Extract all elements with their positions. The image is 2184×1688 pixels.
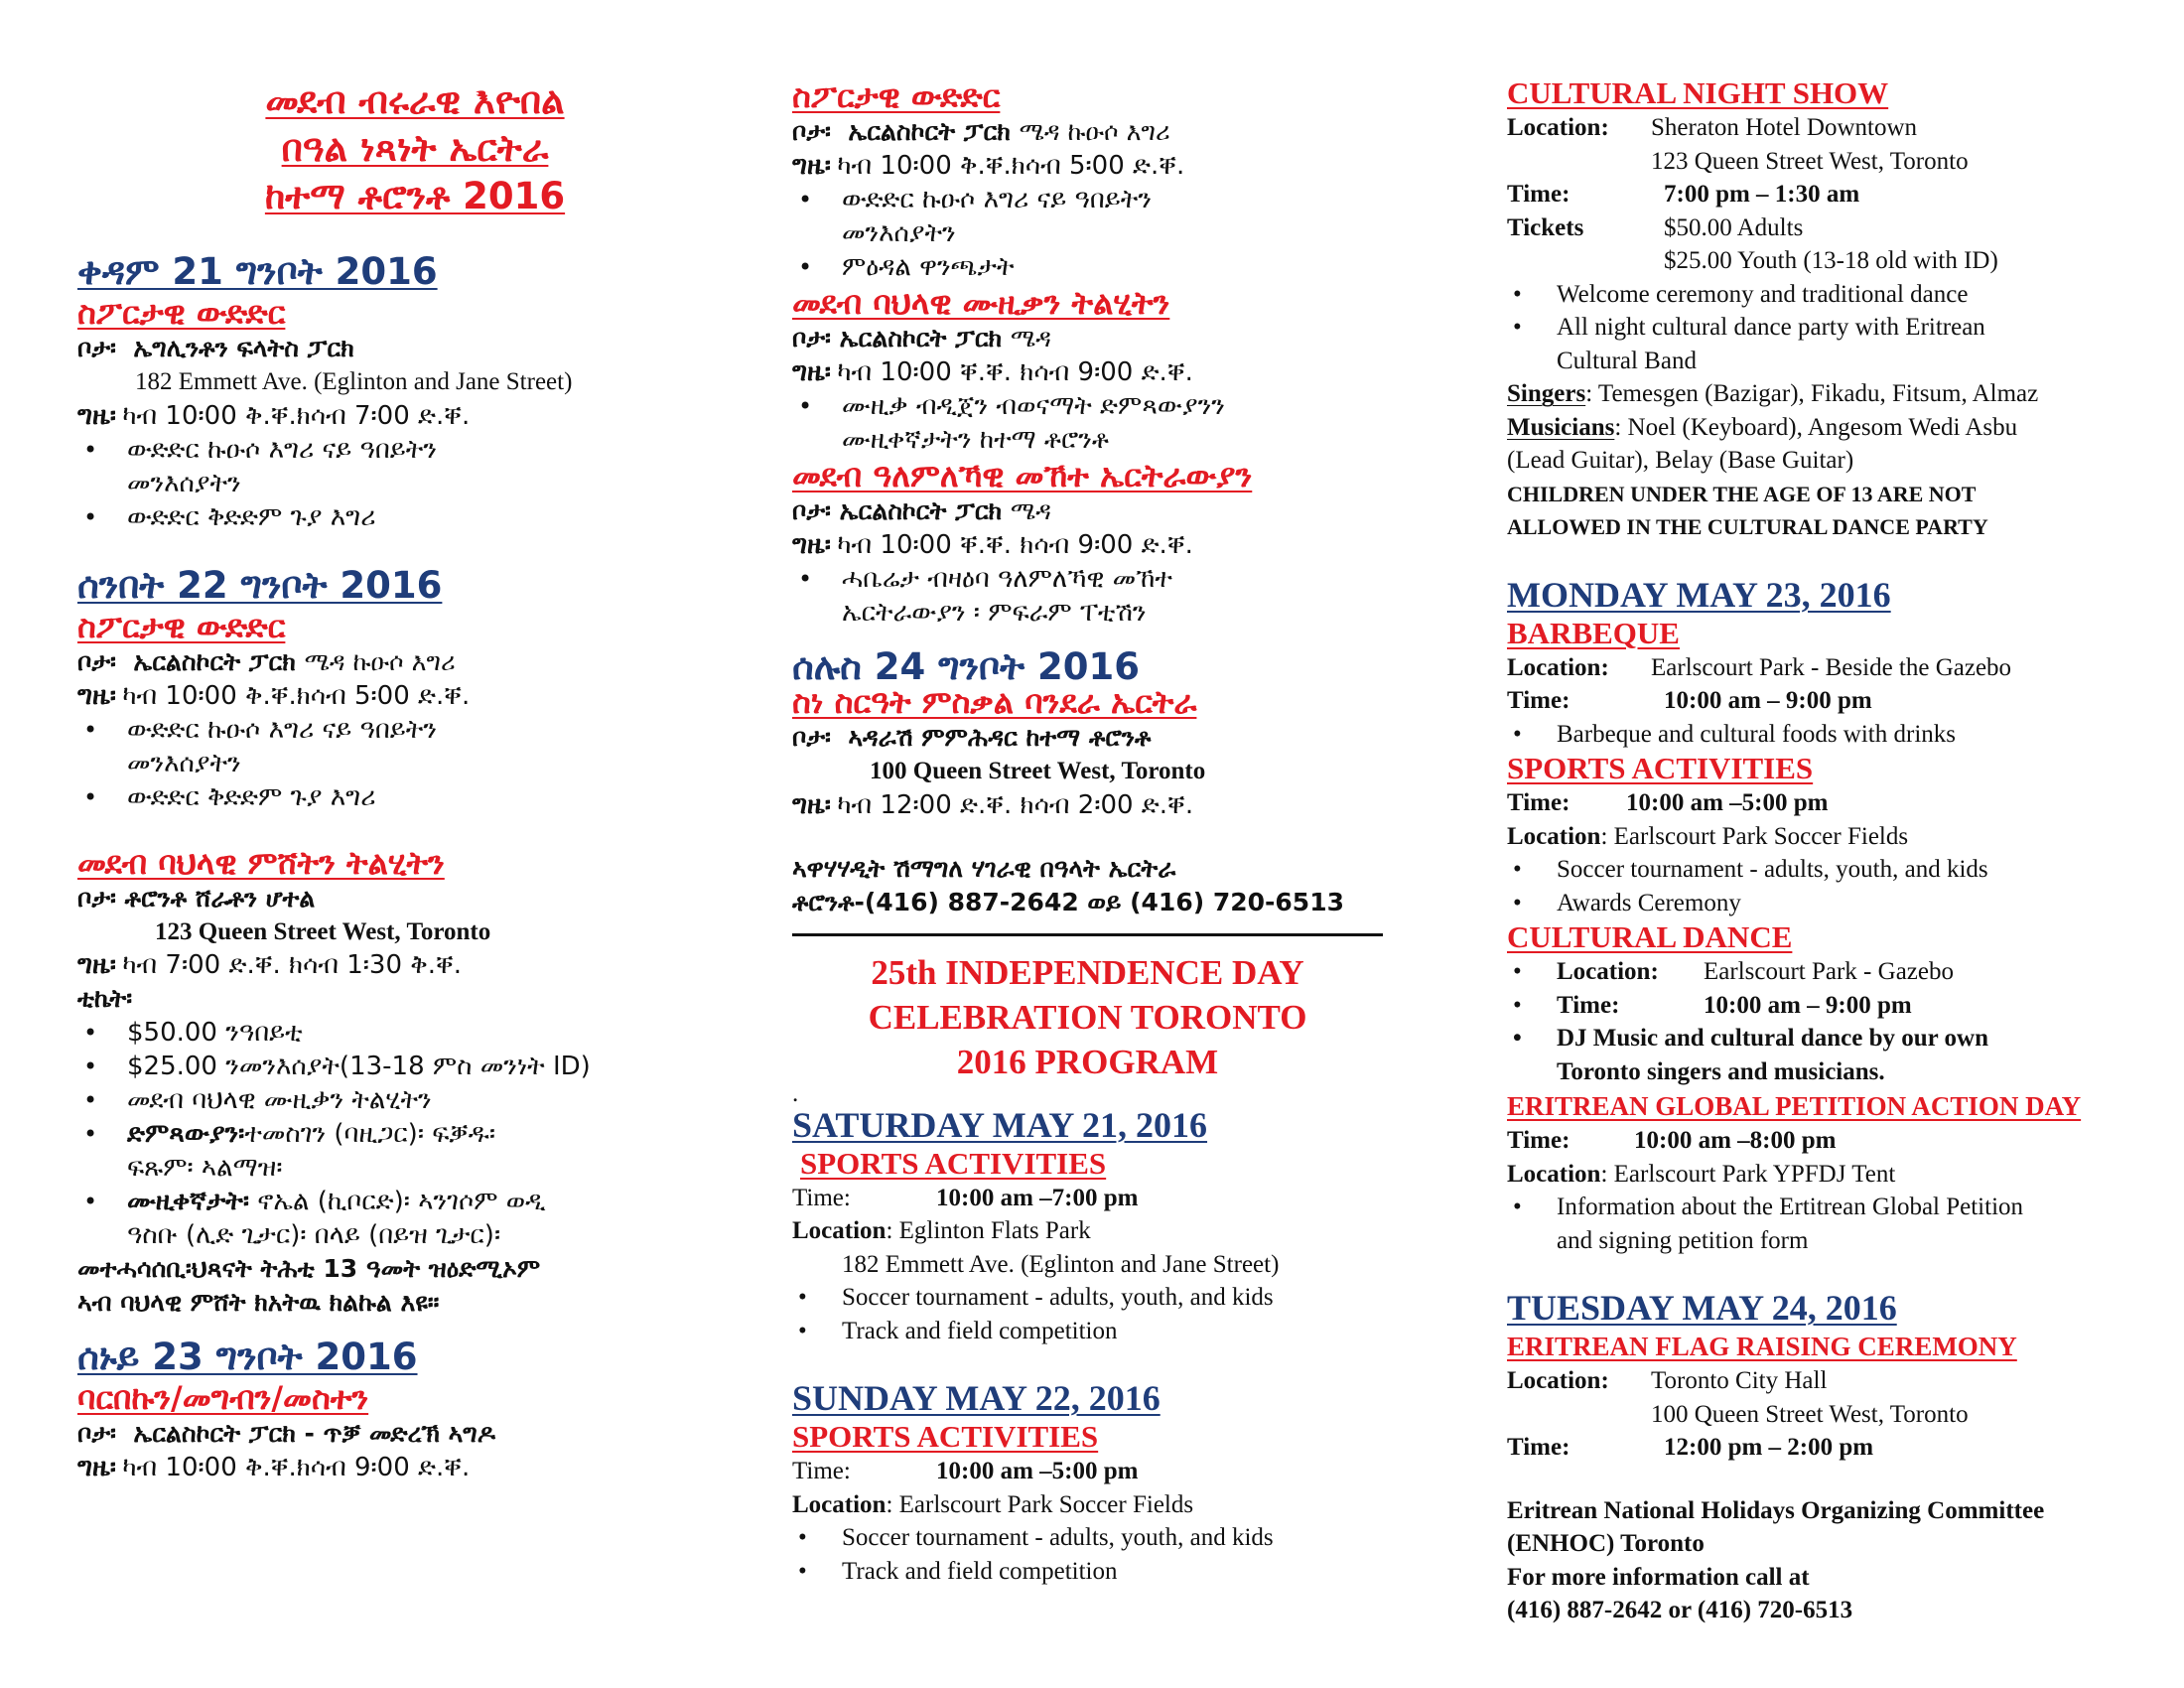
time-value: ካብ 10፡00 ቐ.ቐ. ክሳብ 9፡00 ድ.ቐ. — [837, 357, 1193, 387]
location-value: ኤርልስኮርት ፓርክ — [133, 646, 296, 676]
location-label: Location — [1507, 1160, 1601, 1188]
list-item: • $50.00 ንዓበይቲ — [77, 1016, 713, 1050]
location-label: ቦታ፡ — [77, 334, 116, 362]
time-value: 10:00 am – 9:00 pm — [1704, 991, 1912, 1019]
list-item: • ውድድር ቅድድም ጉያ እግሪ — [77, 500, 713, 534]
location-label: ቦታ፡ — [792, 496, 831, 525]
time-label: Time: — [1507, 1127, 1570, 1154]
musicians-value-cont: ዓስቡ (ሊድ ጊታር)፡ በላይ (በይዝ ጊታር)፡ — [127, 1220, 501, 1250]
musicians-value: : Noel (Keyboard), Angesom Wedi Asbu — [1614, 413, 2018, 441]
price-youth: $25.00 Youth (13-18 old with ID) — [1664, 247, 1998, 274]
list-item-cont: Cultural Band — [1557, 347, 1697, 374]
location-value: ኤርልስኮርት ፓርክ — [848, 117, 1011, 146]
location-value: ኤርልስኮርት ፓርክ — [839, 496, 1003, 525]
location-value: Sheraton Hotel Downtown — [1651, 114, 1918, 141]
location-label: ቦታ፡ — [77, 1419, 116, 1448]
list-item: • ውድድር ኩዑሶ እግሪ ናይ ዓበይትን — [77, 433, 713, 467]
tickets-label: Tickets — [1507, 213, 1584, 241]
footer-line-1: Eritrean National Holidays Organizing Committee — [1507, 1496, 2045, 1524]
list-item: • ውድድር ኩዑሶ እግሪ ናይ ዓበይትን — [77, 713, 713, 747]
event-heading: ERITREAN GLOBAL PETITION ACTION DAY — [1507, 1091, 2082, 1121]
singers-label: ድምጻውያን፡ — [127, 1119, 245, 1149]
list-item: • Soccer tournament - adults, youth, and kids — [792, 1281, 1428, 1315]
list-item: • Information about the Ertitrean Global Petition — [1507, 1191, 2142, 1224]
event-heading: SPORTS ACTIVITIES — [800, 1145, 1107, 1181]
event-heading: SPORTS ACTIVITIES — [792, 1419, 1099, 1454]
time-label: ግዜ፡ — [792, 789, 831, 820]
list-item: • ውድድር ኩዑሶ እግሪ ናይ ዓበይትን — [792, 183, 1428, 216]
location-value: Earlscourt Park - Gazebo — [1704, 958, 1954, 985]
location-value-2: ሜዳ ኩዑሶ እግሪ — [1019, 117, 1170, 146]
list-item-cont: መንእሰያትን — [842, 218, 956, 248]
singers-value: : Temesgen (Bazigar), Fikadu, Fitsum, Almaz — [1585, 380, 2039, 407]
time-value: 10:00 am –8:00 pm — [1634, 1127, 1837, 1154]
location-value-2: ሜዳ ኩዑሶ እግሪ — [304, 646, 456, 676]
event-heading: ስፖርታዊ ውድድር — [77, 294, 286, 332]
event-heading: CULTURAL DANCE — [1507, 919, 1793, 954]
time-value: 10:00 am –5:00 pm — [936, 1458, 1139, 1484]
singers-value-cont: ፍጹም፡ ኣልማዝ፡ — [127, 1153, 283, 1183]
list-item: • All night cultural dance party with Eritrean — [1507, 311, 2142, 345]
day-heading-monday: MONDAY MAY 23, 2016 — [1507, 574, 1891, 615]
english-title-2: CELEBRATION TORONTO — [868, 997, 1307, 1037]
list-item: • Track and field competition — [792, 1315, 1428, 1348]
location-label: Location — [792, 1217, 887, 1244]
ticket-label: ቲኬት፡ — [77, 984, 133, 1013]
note-line-1: መተሓሳሰቢ፡ህጻናት ትሕቲ 13 ዓመት ዝዕድሚኦም — [77, 1254, 541, 1283]
time-label: ግዜ፡ — [77, 680, 116, 711]
column-tigrinya-1 — [77, 77, 713, 1484]
time-value: 7:00 pm – 1:30 am — [1664, 181, 1860, 208]
list-item: • ሓቤሬታ ብዛዕባ ዓለምለኻዊ መኸተ — [792, 562, 1428, 596]
event-heading: ስነ ስርዓት ምስቃል ባንደራ ኤርትራ — [792, 683, 1197, 721]
location-value: : Earlscourt Park Soccer Fields — [886, 1490, 1194, 1518]
location-label: ቦታ፡ — [792, 723, 831, 752]
event-heading: ስፖርታዊ ውድድር — [77, 607, 286, 645]
time-value: ካብ 10፡00 ቅ.ቐ.ክሳብ 5፡00 ድ.ቐ. — [122, 680, 471, 711]
english-title-3: 2016 PROGRAM — [956, 1042, 1219, 1081]
address: 123 Queen Street West, Toronto — [1651, 147, 1969, 175]
location-label: Location: — [1507, 653, 1609, 681]
time-value: ካብ 10፡00 ቅ.ቐ.ክሳብ 9፡00 ድ.ቐ. — [122, 1453, 471, 1482]
time-value: 10:00 am –7:00 pm — [936, 1184, 1139, 1211]
day-heading-mon: ሰኑይ 23 ግንቦት 2016 — [77, 1336, 418, 1378]
list-item: • ውድድር ቅድድም ጉያ እግሪ — [77, 780, 713, 814]
location-value: Earlscourt Park - Beside the Gazebo — [1651, 653, 2012, 681]
time-label: Time: — [1507, 181, 1570, 208]
list-item: • DJ Music and cultural dance by our own — [1507, 1022, 2142, 1055]
musicians-label: Musicians — [1507, 413, 1615, 441]
time-label: Time: — [1507, 789, 1570, 816]
column-english — [1507, 75, 2142, 1627]
time-label: ግዜ፡ — [77, 1453, 116, 1482]
list-item-cont: and signing petition form — [1557, 1226, 1809, 1254]
location-label: ቦታ፡ — [792, 324, 831, 352]
location-value: : Earlscourt Park YPFDJ Tent — [1600, 1160, 1896, 1188]
time-value: ካብ 10፡00 ቐ.ቐ. ክሳብ 9፡00 ድ.ቐ. — [837, 530, 1193, 560]
location-label: ቦታ፡ — [77, 883, 116, 913]
location-value: ኤርልስኮርት ፓርክ - ጥቓ መድረኽ ኣግዶ — [133, 1419, 495, 1448]
location-label: Location: — [1507, 114, 1609, 141]
address: 182 Emmett Ave. (Eglinton and Jane Street) — [842, 1250, 1280, 1278]
list-item: • $25.00 ንመንእሰያት(13-18 ምስ መንነት ID) — [77, 1050, 713, 1083]
day-heading-tuesday: TUESDAY MAY 24, 2016 — [1507, 1288, 1897, 1328]
time-label: Time: — [1557, 991, 1620, 1019]
day-heading-sun: ሰንበት 22 ግንቦት 2016 — [77, 563, 443, 607]
list-item: • Track and field competition — [792, 1555, 1428, 1589]
time-label: ግዜ፡ — [77, 400, 116, 431]
day-heading-sat: ቀዳም 21 ግንቦት 2016 — [77, 250, 438, 293]
address: 182 Emmett Ave. (Eglinton and Jane Street) — [135, 368, 573, 395]
time-label: Time: — [792, 1184, 851, 1211]
time-value: ካብ 10፡00 ቅ.ቐ.ክሳብ 7፡00 ድ.ቐ. — [122, 400, 471, 431]
location-label: ቦታ፡ — [792, 117, 831, 146]
committee-line-1: ኣዋሃሃዲት ሽማግለ ሃገራዊ በዓላት ኤርትራ — [792, 853, 1176, 883]
list-item: • Soccer tournament - adults, youth, and kids — [1507, 853, 2142, 887]
event-heading: BARBEQUE — [1507, 615, 1680, 650]
location-value: ኤርልስኮርት ፓርክ — [839, 324, 1003, 352]
title-line-2: በዓል ነጻነት ኤርትራ — [281, 127, 549, 170]
address: 123 Queen Street West, Toronto — [155, 917, 491, 945]
tigrinya-title — [77, 77, 713, 220]
time-label: Time: — [792, 1458, 851, 1484]
list-item: • መደብ ባህላዊ ሙዚቃን ትልሂትን — [77, 1083, 713, 1117]
time-label: ግዜ፡ — [792, 530, 831, 560]
address: 100 Queen Street West, Toronto — [1651, 1400, 1969, 1428]
title-line-1: መደብ ብሩራዊ እዮበል — [265, 79, 565, 122]
list-item: • Welcome ceremony and traditional dance — [1507, 278, 2142, 312]
day-heading-saturday: SATURDAY MAY 21, 2016 — [792, 1104, 1208, 1145]
english-title-1: 25th INDEPENDENCE DAY — [871, 952, 1304, 992]
notice-line-2: ALLOWED IN THE CULTURAL DANCE PARTY — [1507, 514, 1988, 539]
location-label: Location — [1507, 822, 1601, 850]
time-value: ካብ 12፡00 ድ.ቐ. ክሳብ 2፡00 ድ.ቐ. — [837, 789, 1194, 820]
location-value: ኤግሊንቶን ፍላትስ ፓርክ — [133, 334, 354, 362]
time-value: ካብ 10፡00 ቅ.ቐ.ክሳብ 5፡00 ድ.ቐ. — [837, 151, 1185, 181]
list-item: • Awards Ceremony — [1507, 887, 2142, 920]
location-label: ቦታ፡ — [77, 646, 116, 676]
location-label: Location — [792, 1490, 887, 1518]
musicians-label: ሙዚቀኛታት፡ — [127, 1187, 249, 1216]
title-line-3: ከተማ ቶሮንቶ 2016 — [264, 175, 566, 217]
list-item: • ምዕዳል ዋንጫታት — [792, 250, 1428, 284]
location-value-2: ሜዳ — [1010, 496, 1051, 525]
location-value: ቶሮንቶ ሸራቶን ሆተል — [124, 883, 316, 913]
location-label: Location: — [1557, 958, 1659, 985]
time-label: Time: — [1507, 687, 1570, 714]
list-item-cont: ሙዚቀኛታትን ከተማ ቶሮንቶ — [842, 425, 1109, 455]
list-item: • ሙዚቃ ብዲጀን ብወናማት ድምጻውያንን — [792, 389, 1428, 423]
list-item-cont: Toronto singers and musicians. — [1557, 1057, 1885, 1085]
footer-line-2: (ENHOC) Toronto — [1507, 1530, 1705, 1557]
day-heading-tue: ሰሉስ 24 ግንቦት 2016 — [792, 645, 1140, 688]
event-heading: መደብ ባህላዊ ሙዚቃን ትልሂትን — [792, 284, 1170, 322]
event-heading: CULTURAL NIGHT SHOW — [1507, 75, 1889, 110]
address: 100 Queen Street West, Toronto — [870, 758, 1206, 784]
location-value: : Earlscourt Park Soccer Fields — [1600, 822, 1909, 850]
event-heading: ERITREAN FLAG RAISING CEREMONY — [1507, 1332, 2017, 1361]
price-adult: $50.00 Adults — [1664, 213, 1804, 241]
event-heading: መደብ ባህላዊ ምሸትን ትልሂትን — [77, 843, 445, 882]
time-value: 10:00 am –5:00 pm — [1626, 789, 1829, 816]
day-heading-sunday: SUNDAY MAY 22, 2016 — [792, 1378, 1160, 1418]
event-heading: ባርበኩን/መግብን/መስተን — [77, 1379, 369, 1417]
notice-line-1: CHILDREN UNDER THE AGE OF 13 ARE NOT — [1507, 481, 1977, 506]
event-heading: SPORTS ACTIVITIES — [1507, 751, 1814, 785]
musicians-value: ኖኤል (ኪቦርድ)፡ ኣንገሶም ወዲ — [257, 1187, 546, 1216]
time-value: ካብ 7፡00 ድ.ቐ. ክሳብ 1፡30 ቅ.ቐ. — [122, 950, 463, 980]
stray-dot: . — [792, 1079, 799, 1107]
singers-label: Singers — [1507, 380, 1586, 407]
location-value: : Eglinton Flats Park — [886, 1217, 1091, 1244]
time-value: 12:00 pm – 2:00 pm — [1664, 1434, 1874, 1461]
list-item-cont: ኤርትራውያን ፡ ምፍራም ፐቲሽን — [842, 598, 1147, 628]
event-heading: ስፖርታዊ ውድድር — [792, 77, 1001, 115]
musicians-value-cont: (Lead Guitar), Belay (Base Guitar) — [1507, 447, 1854, 474]
time-label: Time: — [1507, 1434, 1570, 1461]
time-value: 10:00 am – 9:00 pm — [1664, 687, 1872, 714]
note-line-2: ኣብ ባህላዊ ምሸት ክአትዉ ክልኩል እዩ። — [77, 1288, 440, 1317]
list-item-cont: መንእሰያትን — [127, 468, 241, 498]
location-label: Location: — [1507, 1367, 1609, 1394]
list-item: • Soccer tournament - adults, youth, and kids — [792, 1521, 1428, 1555]
column-middle — [792, 77, 1428, 1588]
footer-line-3: For more information call at — [1507, 1563, 1810, 1591]
list-item-cont: መንእሰያትን — [127, 748, 241, 778]
time-label: ግዜ፡ — [792, 357, 831, 387]
committee-line-2: ቶሮንቶ-(416) 887-2642 ወይ (416) 720-6513 — [792, 887, 1344, 916]
location-value-2: ሜዳ — [1010, 324, 1051, 352]
divider — [792, 933, 1383, 936]
location-value: ኣዳራሽ ምምሕዳር ከተማ ቶሮንቶ — [848, 723, 1152, 752]
footer-phone: (416) 887-2642 or (416) 720-6513 — [1507, 1597, 1853, 1623]
time-label: ግዜ፡ — [77, 950, 116, 980]
singers-value: ተመስገን (ባዚጋር)፡ ፍቓዱ፡ — [244, 1119, 496, 1149]
time-label: ግዜ፡ — [792, 151, 831, 181]
list-item: • Barbeque and cultural foods with drinks — [1507, 718, 2142, 752]
event-heading: መደብ ዓለምለኻዊ መኸተ ኤርትራውያን — [792, 457, 1253, 494]
location-value: Toronto City Hall — [1651, 1367, 1828, 1394]
